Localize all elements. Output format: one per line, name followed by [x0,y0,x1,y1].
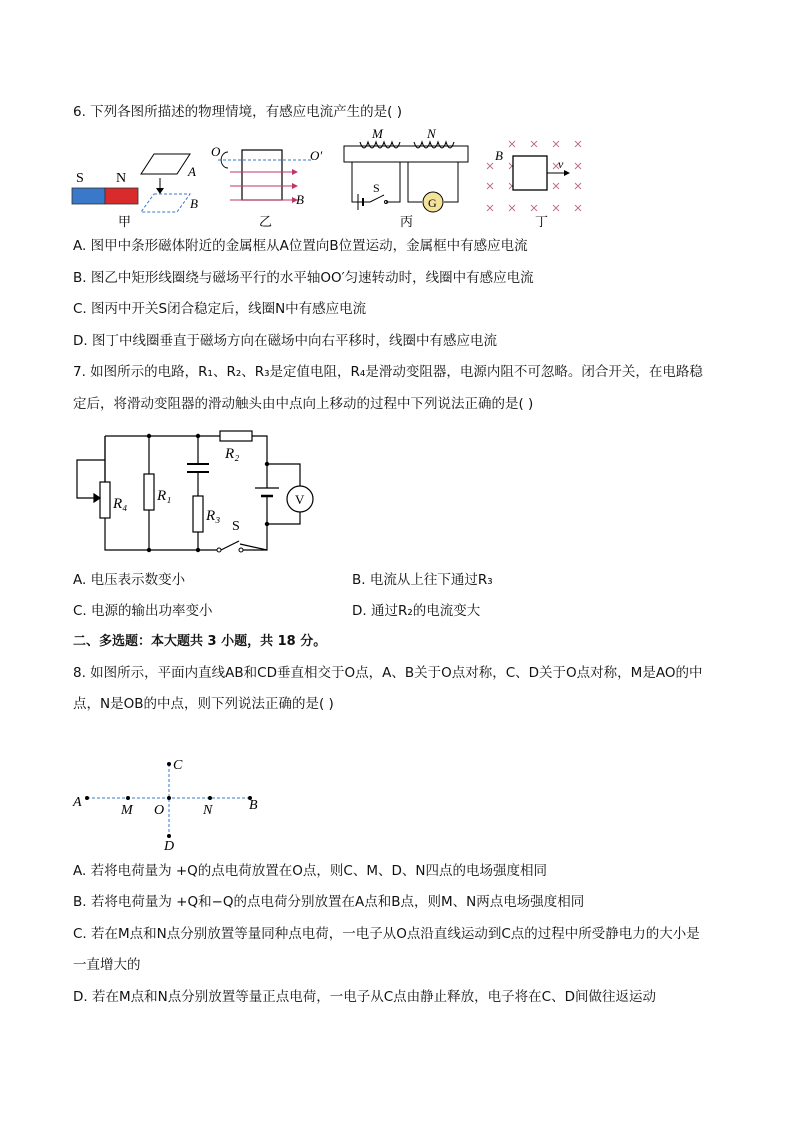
figure-jia [72,154,198,230]
label-a: A [73,795,82,810]
label-d: D [164,839,175,854]
figure-bing [344,126,468,230]
q6-figures [70,126,600,230]
q8-option-d[interactable]: D. 若在M点和N点分别放置等量正点电荷，一电子从C点由静止释放，电子将在C、D间做往返运动 [73,989,656,1005]
resistor-r4 [100,482,110,518]
label-c: C [173,758,183,773]
field-cross-icon [531,205,537,211]
junction-dot [265,462,269,466]
junction-dot [265,522,269,526]
coil-n-label: N [427,126,436,141]
field-cross-icon [509,141,515,147]
wire-top-right [252,436,267,480]
label-n: N [203,803,213,818]
velocity-v-label: v [558,157,564,171]
resistor-r1 [144,474,154,510]
voltmeter-label: V [295,492,305,507]
junction-dot [147,548,151,552]
q8-option-b[interactable]: B. 若将电荷量为 +Q和−Q的点电荷分别放置在A点和B点，则M、N两点电场强度相同 [73,894,585,910]
secondary-circuit [408,162,422,202]
q7-option-d[interactable]: D. 通过R₂的电流变大 [352,603,481,619]
square-coil [513,156,547,190]
arrow-head-down-icon [156,188,164,194]
junction-dot [147,434,151,438]
q7-option-c[interactable]: C. 电源的输出功率变小 [73,603,213,619]
point-d [167,834,171,838]
position-a-label: A [188,164,196,179]
field-cross-icon [575,205,581,211]
resistor-r2 [220,431,252,441]
junction-dot [196,548,200,552]
caption-jia: 甲 [118,215,132,230]
q6-option-b[interactable]: B. 图乙中矩形线圈绕与磁场平行的水平轴OO′匀速转动时，线圈中有感应电流 [73,270,534,286]
q8-option-c-line1[interactable]: C. 若在M点和N点分别放置等量同种点电荷，一电子从O点沿直线运动到C点的过程中所受静电力的大小是 [73,926,700,942]
magnet-south-pole [72,188,105,204]
field-cross-icon [487,205,493,211]
q8-stem-line1: 8. 如图所示，平面内直线AB和CD垂直相交于O点，A、B关于O点对称，C、D关于O点对称，M是AO的中 [73,665,703,681]
switch-contact [217,548,221,552]
slider-arrow-icon [94,494,100,502]
position-b-label: B [190,196,198,211]
magnet-s-label: S [76,171,84,186]
r2-label: R₂ [225,446,240,462]
point-n [208,796,212,800]
wire-bottom-right [240,524,267,550]
q7-circuit-diagram [68,422,328,562]
magnet-n-label: N [116,171,127,186]
field-cross-icon [487,183,493,189]
magnet-north-pole [105,188,138,204]
q7-option-a[interactable]: A. 电压表示数变小 [73,572,186,588]
field-cross-icon [531,141,537,147]
switch-s [221,541,239,550]
rectangular-coil [242,150,282,200]
q8-diagram [70,752,270,852]
axis-o-prime-label: O′ [310,148,323,163]
section-title: 二、多选题：本大题共 3 小题，共 18 分。 [73,634,327,649]
field-cross-icon [553,205,559,211]
q7-option-b[interactable]: B. 电流从上往下通过R₃ [352,572,493,588]
label-m: M [121,803,133,818]
frame-position-b [141,194,190,212]
wire-voltmeter [267,464,300,486]
q8-stem-line2: 点，N是OB的中点，则下列说法正确的是( ) [73,696,334,712]
secondary-circuit-right [444,162,458,202]
field-cross-icon [509,205,515,211]
figure-yi [211,144,322,230]
field-cross-icon [575,163,581,169]
field-cross-icon [575,141,581,147]
field-b-label: B [495,148,503,163]
r1-label: R₁ [157,488,172,504]
q6-option-c[interactable]: C. 图丙中开关S闭合稳定后，线圈N中有感应电流 [73,301,367,317]
junction-dot [196,434,200,438]
q6-option-a[interactable]: A. 图甲中条形磁体附近的金属框从A位置向B位置运动，金属框中有感应电流 [73,238,528,254]
coil-m-label: M [372,126,383,141]
point-o [167,796,171,800]
field-b-label: B [296,192,304,207]
field-arrow-icon [292,183,298,189]
resistor-r3 [193,496,203,532]
field-cross-icon [487,163,493,169]
point-c [167,762,171,766]
coil-m [360,142,400,148]
q7-stem-line2: 定后，将滑动变阻器的滑动触头由中点向上移动的过程中下列说法正确的是( ) [73,396,534,412]
primary-circuit-return [386,162,400,202]
caption-yi: 乙 [259,215,273,230]
switch-contact [239,548,243,552]
axis-o-label: O [211,144,221,159]
label-b: B [249,798,258,813]
frame-position-a [141,154,190,174]
point-a [85,796,89,800]
q8-option-a[interactable]: A. 若将电荷量为 +Q的点电荷放置在O点，则C、M、D、N四点的电场强度相同 [73,863,548,879]
q8-option-c-line2[interactable]: 一直增大的 [73,957,141,973]
field-arrow-icon [292,169,298,175]
switch-s-label: S [373,181,380,195]
arrow-head-right-icon [564,170,570,176]
field-cross-icon [575,183,581,189]
switch-s [370,195,384,202]
r4-label: R₄ [113,496,128,512]
q6-stem: 6. 下列各图所描述的物理情境，有感应电流产生的是( ) [73,104,402,120]
field-cross-icon [553,183,559,189]
switch-s-label: S [232,519,240,534]
galvanometer-label: G [428,196,437,210]
r3-label: R₃ [206,508,221,524]
label-o: O [154,803,165,818]
field-cross-icon [553,141,559,147]
q6-option-d[interactable]: D. 图丁中线圈垂直于磁场方向在磁场中向右平移时，线圈中有感应电流 [73,333,497,349]
caption-bing: 丙 [400,215,414,230]
caption-ding: 丁 [535,215,549,230]
wire-voltmeter-bottom [267,512,300,524]
figure-ding [487,141,581,230]
point-m [126,796,130,800]
coil-n [414,142,454,148]
primary-circuit [352,162,370,202]
q7-stem-line1: 7. 如图所示的电路，R₁、R₂、R₃是定值电阻，R₄是滑动变阻器，电源内阻不可忽略。闭合开关，在电路稳 [73,364,703,380]
